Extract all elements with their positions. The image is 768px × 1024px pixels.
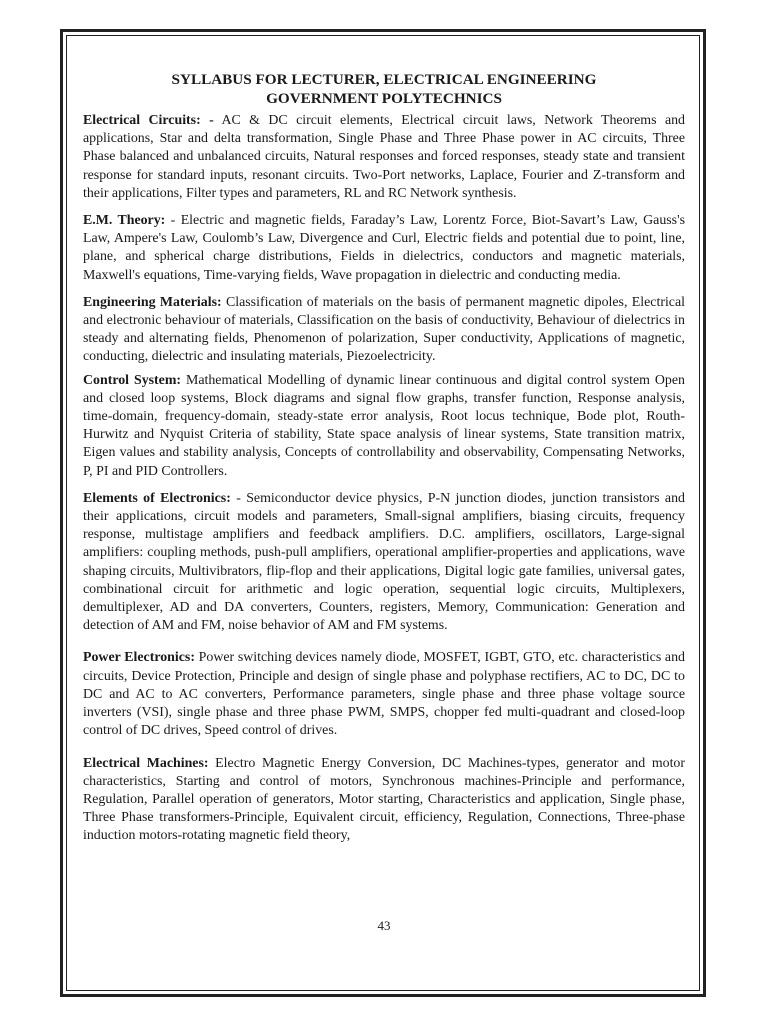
section-heading: Power Electronics: (83, 650, 195, 666)
section-heading: E.M. Theory: (83, 213, 166, 229)
document-body (83, 70, 685, 846)
section-text: - Semiconductor device physics, P-N junction diodes, junction transistors and their applications, circuit models and parameters, Small-signal amplifiers, biasing circuits, frequency response, multistage amplifiers and feedback amplifiers. D.C. amplifiers, oscillators, Large-signal amplifiers: coupling methods, push-pull amplifiers, operational amplifier-properties and applications, wave shaping circuits, Multivibrators, flip-flop and their applications, Digital logic gate families, universal gates, combinational circuit for arithmetic and logic operation, sequential logic circuits, Multiplexers, demultiplexer, AD and DA converters, Counters, registers, Memory, Communication: Generation and detection of AM and FM, noise behavior of AM and FM systems. (83, 490, 685, 634)
section-text: Mathematical Modelling of dynamic linear continuous and digital control system Open and closed loop systems, Block diagrams and signal flow graphs, transfer function, Response analysis, time-domain, frequency-domain, steady-state error analysis, Root locus technique, Bode plot, Routh-Hurwitz and Nyquist Criteria of stability, State space analysis of linear systems, State transition matrix, Eigen values and stability analysis, Concepts of controllability and observability, Compensating Networks, P, PI and PID Controllers. (83, 372, 685, 479)
section-control-system (83, 372, 685, 481)
section-electrical-machines (83, 755, 685, 846)
section-heading: Electrical Machines: (83, 755, 209, 771)
section-heading: Control System: (83, 372, 182, 388)
section-text: Classification of materials on the basis of permanent magnetic dipoles, Electrical and electronic behaviour of materials, Classification on the basis of conductivity, Behaviour of dielectrics in steady and alternating fields, Phenomenon of polarization, Super conductivity, Applications of magnetic, conducting, dielectric and insulating materials, Piezoelectricity. (83, 294, 685, 365)
section-elements-of-electronics (83, 490, 685, 636)
section-heading: Electrical Circuits: - (83, 113, 214, 128)
section-text: Electro Magnetic Energy Conversion, DC Machines-types, generator and motor characteristics, Starting and control of motors, Synchronous machines-Principle and performance, Regulation, Parallel operation of generators, Motor starting, Characteristics and application, Single phase, Three Phase transformers-Principle, Equivalent circuit, efficiency, Regulation, Connections, Three-phase induction motors-rotating magnetic field theory, (83, 755, 686, 844)
section-heading: Engineering Materials: (83, 294, 222, 310)
section-text: AC & DC circuit elements, Electrical circuit laws, Network Theorems and applications, Star and delta transformation, Single Phase and Three Phase power in AC circuits, Three Phase balanced and unbalanced circuits, Natural responses and forced responses, steady state and transient response for standard inputs, resonant circuits. Two-Port networks, Laplace, Fourier and Z-transform and their applications, Filter types and parameters, RL and RC Network synthesis. (83, 113, 686, 201)
section-electrical-circuits (83, 112, 685, 203)
title-line-2: GOVERNMENT POLYTECHNICS (266, 90, 502, 107)
page-number: 43 (377, 918, 391, 933)
document-title (83, 70, 685, 108)
section-text: - Electric and magnetic fields, Faraday’s Law, Lorentz Force, Biot-Savart’s Law, Gauss's Law, Ampere's Law, Coulomb’s Law, Divergence and Curl, Electric fields and potential due to point, line, plane, and spherical charge distributions, Fields in dielectrics, conductors and magnetic materials, Maxwell's equations, Time-varying fields, Wave propagation in dielectric and conducting media. (83, 213, 685, 283)
section-power-electronics (83, 649, 685, 740)
section-em-theory (83, 212, 685, 285)
section-heading: Elements of Electronics: (83, 490, 231, 506)
section-text: Power switching devices namely diode, MOSFET, IGBT, GTO, etc. characteristics and circuits, Device Protection, Principle and design of single phase and polyphase rectifiers, AC to DC, DC to DC and AC to AC converters, Performance parameters, single phase and three phase voltage source inverters (VSI), single phase and three phase PWM, SMPS, chopper fed multi-quadrant and closed-loop control of DC drives, Speed control of drives. (83, 650, 685, 739)
title-line-1: SYLLABUS FOR LECTURER, ELECTRICAL ENGINEERING (171, 71, 597, 88)
section-engineering-materials (83, 294, 685, 367)
